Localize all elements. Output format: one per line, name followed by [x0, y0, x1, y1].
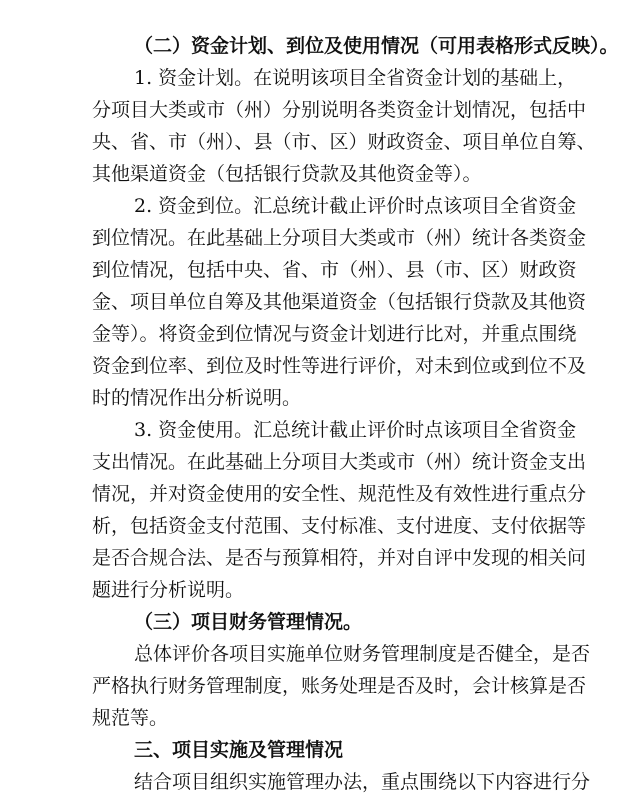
- paragraph-line: 题进行分析说明。: [92, 579, 245, 601]
- section-heading-funds: （二）资金计划、到位及使用情况（可用表格形式反映）。: [134, 35, 619, 57]
- paragraph-line: 规范等。: [92, 707, 169, 729]
- paragraph-line: 金、项目单位自筹及其他渠道资金（包括银行贷款及其他资: [92, 291, 587, 313]
- paragraph-line: 总体评价各项目实施单位财务管理制度是否健全，是否: [134, 643, 591, 665]
- paragraph-line: 金等）。将资金到位情况与资金计划进行比对，并重点围绕: [92, 323, 577, 345]
- paragraph-line: 结合项目组织实施管理办法，重点围绕以下内容进行分: [134, 771, 591, 793]
- paragraph-line: 2. 资金到位。汇总统计截止评价时点该项目全省资金: [134, 195, 577, 217]
- paragraph-line: 时的情况作出分析说明。: [92, 387, 302, 409]
- paragraph-line: 3. 资金使用。汇总统计截止评价时点该项目全省资金: [134, 419, 577, 441]
- paragraph-line: 到位情况。在此基础上分项目大类或市（州）统计各类资金: [92, 227, 587, 249]
- paragraph-line: 严格执行财务管理制度，账务处理是否及时，会计核算是否: [92, 675, 587, 697]
- paragraph-line: 资金到位率、到位及时性等进行评价，对未到位或到位不及: [92, 355, 587, 377]
- section-heading-finance: （三）项目财务管理情况。: [134, 611, 363, 633]
- paragraph-line: 其他渠道资金（包括银行贷款及其他资金等）。: [92, 163, 482, 185]
- paragraph-line: 支出情况。在此基础上分项目大类或市（州）统计资金支出: [92, 451, 587, 473]
- paragraph-line: 是否合规合法、是否与预算相符，并对自评中发现的相关问: [92, 547, 587, 569]
- paragraph-line: 到位情况，包括中央、省、市（州）、县（市、区）财政资: [92, 259, 577, 281]
- paragraph-line: 分项目大类或市（州）分别说明各类资金计划情况，包括中: [92, 99, 587, 121]
- paragraph-line: 析，包括资金支付范围、支付标准、支付进度、支付依据等: [92, 515, 587, 537]
- paragraph-line: 央、省、市（州）、县（市、区）财政资金、项目单位自筹、: [92, 131, 596, 153]
- paragraph-line: 情况，并对资金使用的安全性、规范性及有效性进行重点分: [92, 483, 587, 505]
- paragraph-line: 1. 资金计划。在说明该项目全省资金计划的基础上，: [134, 67, 577, 89]
- section-heading-implementation: 三、项目实施及管理情况: [134, 739, 344, 761]
